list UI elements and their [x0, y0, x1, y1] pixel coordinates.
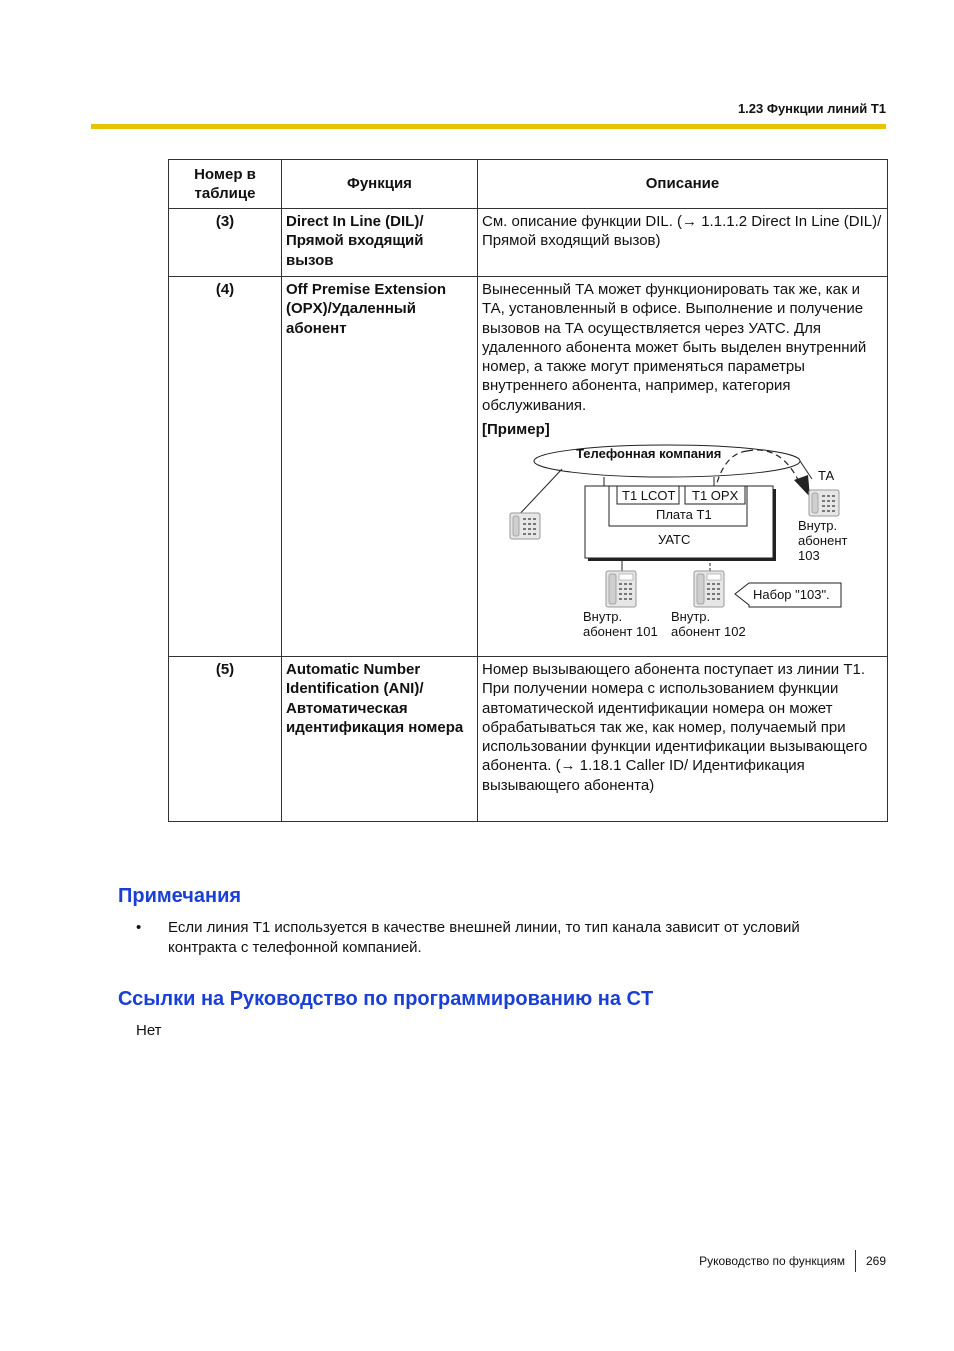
references-text: Нет — [136, 1022, 162, 1039]
page-footer — [699, 1250, 886, 1272]
dial-callout-text: Набор "103". — [753, 587, 830, 603]
table-header-row — [169, 160, 888, 209]
notes-item-text: Если линия T1 используется в качестве внешней линии, то тип канала зависит от условий контракта с телефонной компанией. — [168, 919, 800, 956]
table-row — [169, 277, 888, 657]
ext102-label-2: абонент 102 — [671, 624, 746, 640]
phone-icon — [510, 513, 540, 539]
feature-table — [168, 159, 888, 822]
notes-list-item — [136, 918, 866, 958]
row-number: (5) — [169, 657, 282, 822]
example-label: [Пример] — [482, 421, 550, 439]
row-function: Off Premise Extension (OPX)/Удаленный абонент — [282, 277, 478, 657]
header-rule — [91, 124, 886, 129]
column-header-function: Функция — [282, 160, 478, 209]
table-row — [169, 657, 888, 822]
ext102-label-1: Внутр. — [671, 609, 711, 625]
page-header-title: 1.23 Функции линий T1 — [737, 101, 886, 116]
telco-label: Телефонная компания — [576, 446, 722, 462]
pbx-label: УАТС — [658, 532, 691, 548]
row-function: Direct In Line (DIL)/ Прямой входящий вызов — [282, 209, 478, 277]
row-number: (4) — [169, 277, 282, 657]
t1-opx-label: T1 OPX — [692, 488, 739, 504]
references-heading: Ссылки на Руководство по программированию на CT — [118, 988, 654, 1010]
ext101-label-2: абонент 101 — [583, 624, 658, 640]
phone-icon — [606, 571, 636, 607]
notes-heading: Примечания — [118, 885, 242, 907]
phone-icon — [694, 571, 724, 607]
line-telco-to-phone — [515, 469, 562, 519]
row-function: Automatic Number Identification (ANI)/ Автоматическая идентификация номера — [282, 657, 478, 822]
column-header-description: Описание — [478, 160, 888, 209]
bullet-marker: • — [136, 919, 142, 936]
footer-divider — [855, 1250, 856, 1272]
row-description: См. описание функции DIL. (→ 1.1.1.2 Direct In Line (DIL)/Прямой входящий вызов) — [478, 209, 888, 277]
row-description-cell — [478, 277, 888, 657]
call-arrow — [794, 475, 810, 497]
ext101-label-1: Внутр. — [583, 609, 623, 625]
t1-lcot-label: T1 LCOT — [622, 488, 676, 504]
ext103-label-3: 103 — [798, 548, 820, 564]
row-description: Номер вызывающего абонента поступает из линии T1. При получении номера с использованием функции автоматической идентификации номера он может обрабатываться так же, как номер, получаемый при использовании функции идентификации вызывающего абонента. (→ 1.18.1 Caller ID/ Идентификация вызывающего абонента) — [478, 657, 888, 822]
footer-manual-name: Руководство по функциям — [699, 1254, 845, 1268]
ext103-label-1: Внутр. — [798, 518, 838, 534]
column-header-number: Номер в таблице — [169, 160, 282, 209]
page-number: 269 — [865, 1254, 886, 1268]
table-row — [169, 209, 888, 277]
row-description: Вынесенный ТА может функционировать так же, как и ТА, установленный в офисе. Выполнение и получение вызовов на ТА осуществляется через УАТС. Для удаленного абонента может быть выделен внутренний номер, а также могут применяться параметры внутреннего абонента, например, категория обслуживания. — [482, 281, 867, 414]
ta-label: ТА — [818, 468, 835, 484]
row-number: (3) — [169, 209, 282, 277]
opx-diagram — [482, 439, 882, 644]
phone-icon — [809, 490, 839, 516]
ext103-label-2: абонент — [798, 533, 848, 549]
t1-card-label: Плата T1 — [656, 507, 712, 523]
